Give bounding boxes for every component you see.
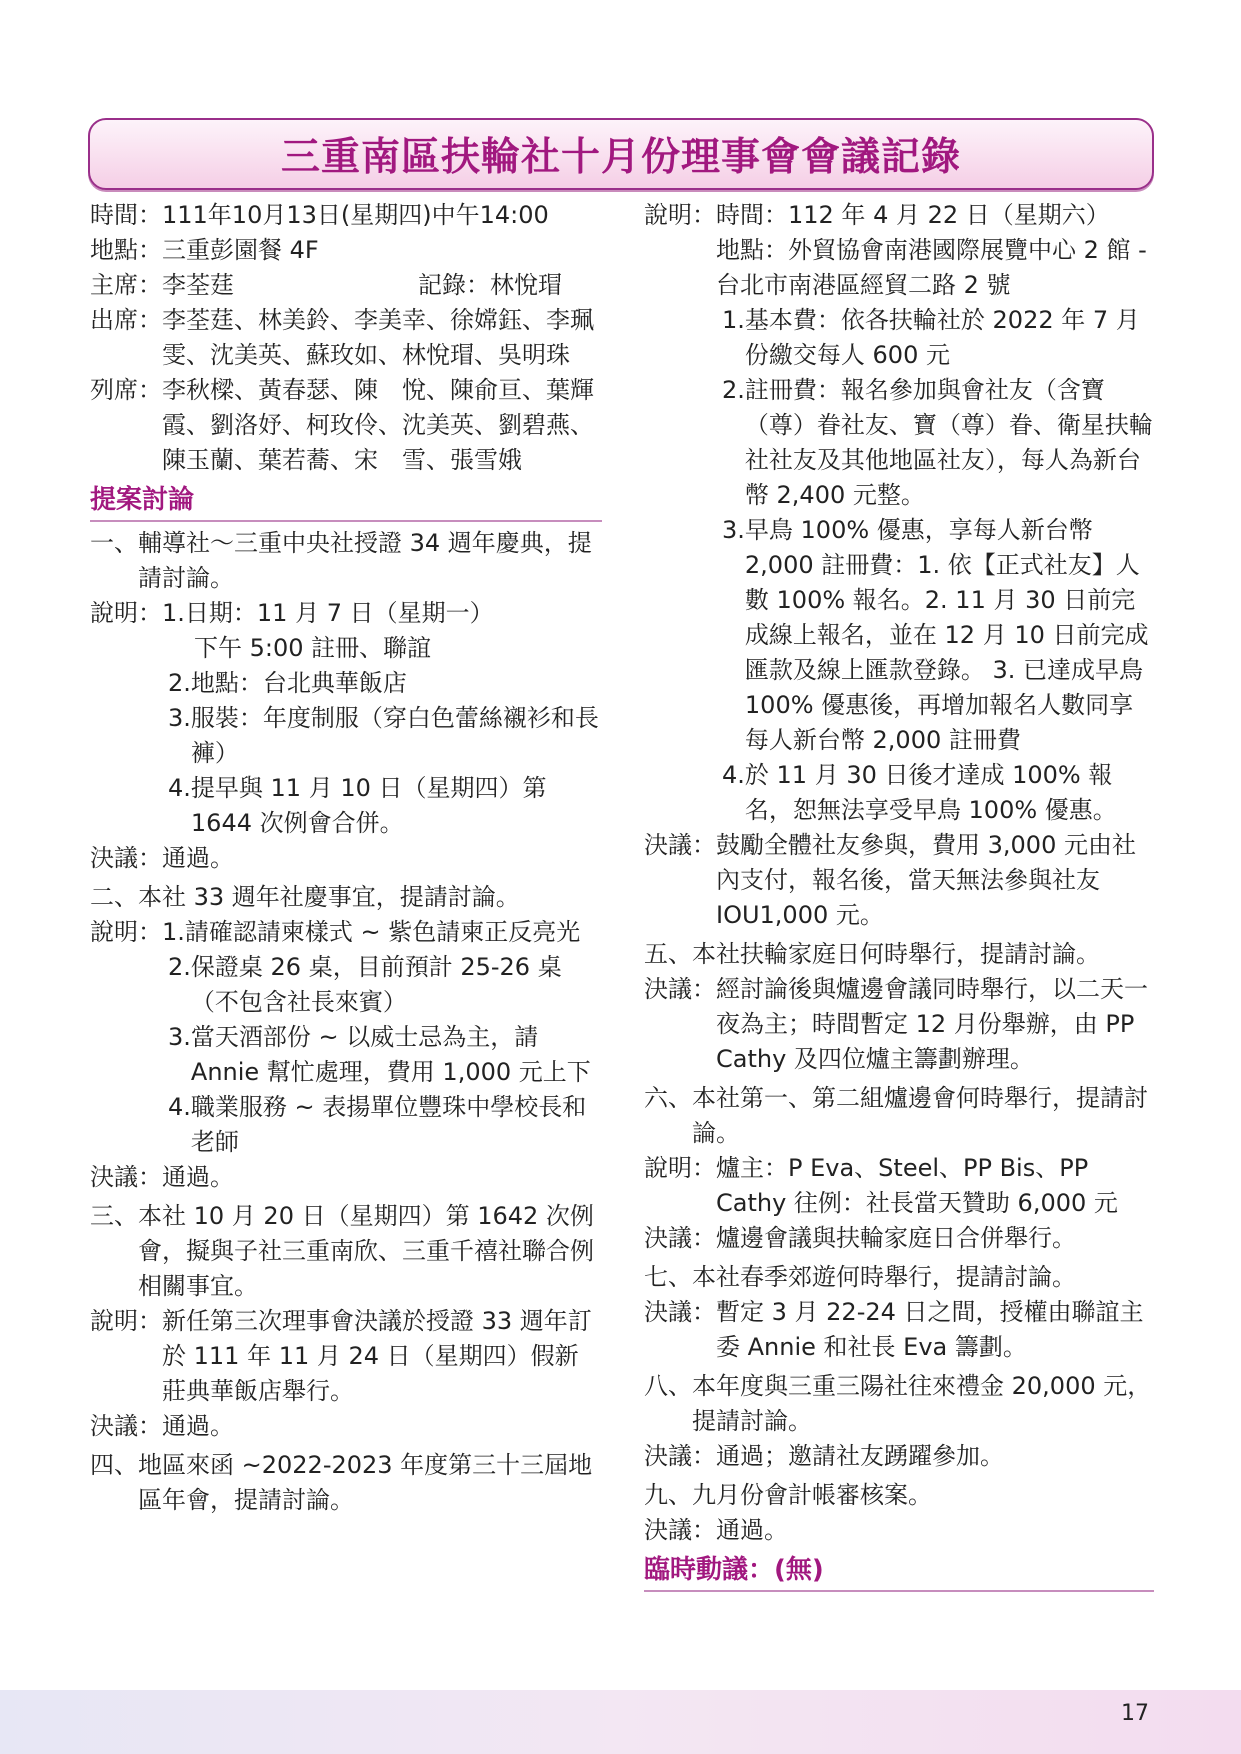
topic-3-explanation: 說明： 新任第三次理事會決議於授證 33 週年訂於 111 年 11 月 24 日（星期四）假新莊典華飯店舉行。 <box>90 1307 592 1405</box>
topic-1-explanation: 說明： 1. 日期：11 月 7 日（星期一） 下午 5:00 註冊、聯誼 2. 地點：台北典華飯店 3. 服裝：年度制服（穿白色蕾絲襯衫和長褲） 4. 提早與 11 月 10 日（星期四）第 1644 次例會合併。 <box>90 596 602 841</box>
meeting-place: 地點： 三重彭園餐 4F <box>90 236 319 264</box>
topic-4-resolution: 決議： 鼓勵全體社友參與，費用 3,000 元由社內支付，報名後，當天無法參與社友 IOU1,000 元。 <box>644 831 1136 929</box>
list-item: 下午 5:00 註冊、聯誼 <box>194 634 432 662</box>
topic-7: 七、 本社春季郊遊何時舉行，提請討論。 <box>644 1263 1076 1291</box>
topic-6-resolution: 決議： 爐邊會議與扶輪家庭日合併舉行。 <box>644 1224 1076 1252</box>
topic-7-resolution: 決議： 暫定 3 月 22-24 日之間，授權由聯誼主委 Annie 和社長 Eva 籌劃。 <box>644 1298 1144 1361</box>
list-item: 2. 註冊費：報名參加與會社友（含寶（尊）眷社友、寶（尊）眷、衛星扶輪社社友及其他地區社友），每人為新台幣 2,400 元整。 <box>722 376 1153 509</box>
meeting-time: 時間： 111年10月13日(星期四)中午14:00 <box>90 201 549 229</box>
list-item: 3. 服裝：年度制服（穿白色蕾絲襯衫和長褲） <box>168 704 599 767</box>
topic-9: 九、 九月份會計帳審核案。 <box>644 1481 932 1509</box>
topic-4-explanation: 說明： 時間：112 年 4 月 22 日（星期六） 地點：外貿協會南港國際展覽中心 2 館 - 台北市南港區經貿二路 2 號 <box>644 198 1154 303</box>
list-item: 4. 提早與 11 月 10 日（星期四）第 1644 次例會合併。 <box>168 774 547 837</box>
attendees: 出席： 李荃莛、林美鈴、李美幸、徐嫦鈺、李珮雯、沈美英、蘇玫如、林悅瑁、吳明珠 <box>90 306 594 369</box>
topic-1-resolution: 決議： 通過。 <box>90 844 234 872</box>
page-title: 三重南區扶輪社十月份理事會會議記錄 <box>280 135 961 180</box>
topic-5-resolution: 決議： 經討論後與爐邊會議同時舉行，以二天一夜為主；時間暫定 12 月份舉辦，由 PP Cathy 及四位爐主籌劃辦理。 <box>644 975 1148 1073</box>
event-time: 時間：112 年 4 月 22 日（星期六） <box>716 201 1110 229</box>
recorder: 記錄：林悅瑁 <box>418 271 562 299</box>
event-place: 地點：外貿協會南港國際展覽中心 2 館 - 台北市南港區經貿二路 2 號 <box>716 236 1147 299</box>
topic-5: 五、 本社扶輪家庭日何時舉行，提請討論。 <box>644 940 1100 968</box>
list-item: 4. 於 11 月 30 日後才達成 100% 報名，恕無法享受早鳥 100% 優惠。 <box>722 761 1117 824</box>
topic-4: 四、 地區來函 ~2022-2023 年度第三十三屆地區年會，提請討論。 <box>90 1451 593 1514</box>
topic-1: 一、 輔導社～三重中央社授證 34 週年慶典，提請討論。 <box>90 529 592 592</box>
list-item: 1. 基本費：依各扶輪社於 2022 年 7 月份繳交每人 600 元 <box>722 306 1140 369</box>
left-column <box>90 198 602 1518</box>
list-item: 2. 地點：台北典華飯店 <box>168 669 407 697</box>
section-heading-proposals: 提案討論 <box>90 480 602 522</box>
topic-8-resolution: 決議： 通過；邀請社友踴躍參加。 <box>644 1442 1004 1470</box>
list-item: 2. 保證桌 26 桌，目前預計 25-26 桌（不包含社長來賓） <box>168 953 562 1016</box>
section-heading-extempore: 臨時動議：(無) <box>644 1550 1154 1592</box>
topic-3: 三、 本社 10 月 20 日（星期四）第 1642 次例會，擬與子社三重南欣、三重千禧社聯合例相關事宜。 <box>90 1202 594 1300</box>
list-item: 4. 職業服務 ~ 表揚單位豐珠中學校長和老師 <box>168 1093 587 1156</box>
meeting-chair: 主席： 李荃莛 記錄：林悅瑁 <box>90 268 602 303</box>
observers: 列席： 李秋樑、黃春瑟、陳 悅、陳俞亘、葉輝霞、劉洛妤、柯玫伶、沈美英、劉碧燕、陳玉蘭、葉若蕎、宋 雪、張雪娥 <box>90 376 594 474</box>
topic-8: 八、 本年度與三重三陽社往來禮金 20,000 元，提請討論。 <box>644 1372 1152 1435</box>
list-item: 3. 當天酒部份 ~ 以威士忌為主，請 Annie 幫忙處理，費用 1,000 元上下 <box>168 1023 591 1086</box>
footer-band <box>0 1690 1241 1754</box>
topic-6: 六、 本社第一、第二組爐邊會何時舉行，提請討論。 <box>644 1084 1148 1147</box>
topic-6-explanation: 說明： 爐主：P Eva、Steel、PP Bis、PP Cathy 往例：社長當天贊助 6,000 元 <box>644 1154 1118 1217</box>
page-number: 17 <box>1121 1701 1149 1726</box>
list-item: 1. 日期：11 月 7 日（星期一） <box>162 599 494 627</box>
topic-3-resolution: 決議： 通過。 <box>90 1412 234 1440</box>
list-item: 3. 早鳥 100% 優惠，享每人新台幣 2,000 註冊費：1. 依【正式社友】人數 100% 報名。2. 11 月 30 日前完成線上報名，並在 12 月 10 日前完成匯款及線上匯款登錄。 3. 已達成早鳥 100% 優惠後，再增加報名人數同享每人新台幣 2,000 註冊費 <box>722 516 1149 754</box>
title-banner <box>88 118 1154 190</box>
right-column <box>644 198 1154 1594</box>
topic-9-resolution: 決議： 通過。 <box>644 1516 788 1544</box>
fee-list <box>644 303 1154 828</box>
topic-2-explanation: 說明： 1. 請確認請柬樣式 ~ 紫色請柬正反亮光 2. 保證桌 26 桌，目前預計 25-26 桌（不包含社長來賓） 3. 當天酒部份 ~ 以威士忌為主，請 Annie 幫忙處理，費用 1,000 元上下 4. 職業服務 ~ 表揚單位豐珠中學校長和老師 <box>90 915 602 1160</box>
topic-2-resolution: 決議： 通過。 <box>90 1163 234 1191</box>
topic-2: 二、 本社 33 週年社慶事宜，提請討論。 <box>90 883 520 911</box>
list-item: 1. 請確認請柬樣式 ~ 紫色請柬正反亮光 <box>162 918 581 946</box>
